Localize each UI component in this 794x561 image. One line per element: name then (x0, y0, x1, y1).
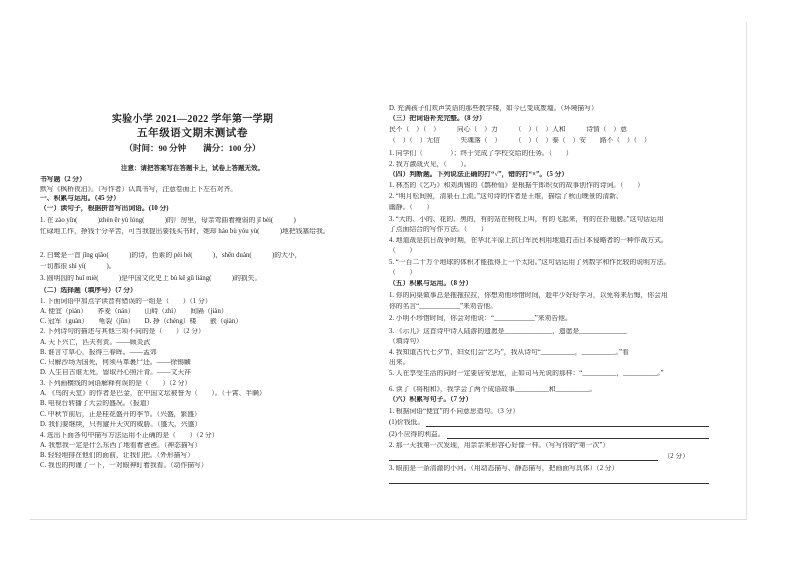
exam-time-score: （时间：90 分钟 满分：100 分） (124, 143, 261, 153)
option-text: D. 人生自古谁无死，留取丹心照汗青。——文天祥 (40, 369, 192, 376)
question-text: （ ） (389, 247, 417, 254)
option-text: A. 《鸟的天堂》的作者是巴金，在中国文坛被誉为（ ）。（干霄、半瞒） (40, 390, 266, 397)
question-text: 你的名言“____________”来劝告他。 (389, 303, 497, 310)
question-text: 2. 下列诗句的描述与其他三项不同的是（ ）（2 分） (40, 328, 205, 335)
question-text: 3. 下列画横线的词语解释有误的是（ ）（2 分） (40, 380, 192, 387)
answer-blank (389, 477, 709, 484)
question-text: 1. 下面词语中加点字读音有错误的一组是（ ）（1 分） (40, 298, 212, 305)
question-text: 3. 眼前是一条清澈的小河。（用动态描写、静态描写，把画面写具体）（2 分） (389, 465, 619, 472)
section-heading: （四）判断题。下列说法正确的打“√”，错的打“×”。（5 分） (389, 171, 569, 178)
option-text: B. 谁言寸草心，报得三春晖。——孟郊 (40, 349, 157, 356)
option-text: B. 轻轻地排在他们的面前，让我们把。（外形描写） (40, 452, 195, 459)
option-text: D. 充满孩子们欢声笑语的那些教学楼，如今已变成废墟。（环境描写） (389, 105, 598, 112)
question-text: 了点面结合的写作方法。（ ） (389, 226, 488, 233)
idiom-row: （ ）（ ）无信 失魂落（ ） （ ）（ ）泰（ ）安 路不（ ）（ ） (389, 137, 651, 144)
option-text: A. 我想我一定是什么东西了地看着爸爸。（神态描写） (40, 442, 202, 449)
answer-line-first-time (389, 453, 689, 461)
answer-blank (389, 454, 658, 461)
answer-label: (1)价钱低。 (389, 419, 425, 426)
question-text: 一切都很 shì yí( )。 (40, 263, 116, 270)
question-text: （填诗句） (389, 338, 423, 345)
section-heading: （二）选择题（填序号）（7 分） (40, 287, 137, 294)
question-text: 5. 人在享受生活的同时一定要居安思危，正如司马光说的那样：“__________，__________。” (389, 370, 664, 377)
part-heading: 一、积累与运用。（45 分） (40, 195, 120, 202)
question-text: 4. 选出下面各句中描写方法运用不正确的是（ ）（2 分） (40, 432, 219, 439)
option-text: B. 电视台转播了大会的盛况。（报道） (40, 400, 154, 407)
answer-line-river (389, 476, 709, 484)
option-text: C. 只解沙场为国死，何须马革裹尸还。——徐锡麟 (40, 359, 191, 366)
question-text: 3. 圆明园的 huǐ miè( )是中国文化史上 bù kě gū liáng( )的损失。 (40, 275, 262, 282)
question-text: （ ） (389, 269, 417, 276)
exam-notice: 注意：请把答案写在答题卡上，试卷上答题无效。 (121, 165, 264, 172)
page-edge-right (746, 22, 747, 519)
question-text: 3. “大的、小的、花的、黑的，有的站在树枝上叫，有的飞起来，有的在扑翅膀。”这句话运用 (389, 216, 664, 223)
answer-line-meaning-2 (389, 431, 709, 439)
answer-line-meaning-1 (389, 419, 709, 427)
question-text: 4. 我知道古代七夕节，妇女们会“乞巧”，我从诗句“__________，__________。”看 (389, 349, 629, 356)
question-text: 1. 同学们（ ）；终于完成了学校交给的任务。（ ） (389, 150, 573, 157)
question-text: 6. 读了《将相和》，我学会了两个成语故事__________和__________。 (389, 386, 597, 393)
question-text: 2. 那一天我第一次发现，用亲亲来形容心好像一样。（写写你的“第一次”） (389, 442, 610, 449)
question-text: 出来。 (389, 359, 410, 366)
question-text: 4. 地道战是抗日战争时期，在华北平原上抗日军民利用地道打击日本侵略者的一种作战方式。 (389, 237, 668, 244)
question-text: 幽静。（ ） (389, 204, 434, 211)
answer-blank (426, 420, 709, 427)
question-text: 2. “明月松间照，清泉石上流。”这句诗的作者是王维，描绘了秋山晚景的清新、 (389, 193, 623, 200)
question-text: 1. 根据词语“便宜”的不同意思造句。（3 分） (389, 408, 520, 415)
idiom-row: 民不（ ）（ ） 同心（ ）力 （ ）（ ）人和 诗情（ ）意 (389, 126, 627, 133)
option-text: C. 我也的拘谨了一下，一对眼神盯着我看。（动作描写） (40, 462, 208, 469)
section-heading: （一）读句子，根据拼音写出词语。(10 分) (40, 205, 169, 212)
answer-blank (447, 432, 709, 439)
answer-label: (2)不应得的利益。 (389, 431, 445, 438)
question-text: 忙碌地工作，挣钱十分辛苦，可当我提出要钱买书时，她却 háo bù yóu yù( )地把钱塞给我。 (40, 228, 330, 235)
option-text: C. 中秋节前后，正是桂花盛开的季节。（兴盛，繁盛） (40, 411, 201, 418)
page-edge-bottom (30, 519, 747, 520)
section-heading-writing: 书写题（2 分） (40, 176, 86, 183)
option-text: D. 我们要继续，只有避开天灾的威胁。（盛大，兴盛） (40, 421, 202, 428)
question-text: 1. 林杰的《乞巧》和刘禹锡的《鹊桥仙》是根据牛郎织女的故事创作的诗词。（ ） (389, 182, 644, 189)
option-text: A. 便宜（pián） 荞麦（nán） 山峙（zhì） 间隔（jiàn） (40, 308, 228, 315)
question-text: 3. 《示儿》这首诗中诗人陆游的遗愿是______________，遗愿是______________ (389, 328, 627, 335)
question-text: 1. 你的同桌做事总是拖拖拉拉，你想劝他珍惜时间，趁年少好好学习，以免将来后悔，你会用 (389, 292, 668, 299)
option-text: C. 冠军（guàn） 龟裂（jūn） D. 挣（chéng）楼 嵌（qiàn） (40, 318, 243, 325)
section-heading: （六）积累写句子。（7 分） (389, 396, 473, 403)
points-label: （2 分） (663, 453, 689, 460)
section-heading: （五）积累与运用。（8 分） (389, 280, 473, 287)
question-text: 2. 白鹭是一首 jīng qiǎo( )的诗，色素的 pèi hé( )，shēn duàn( )的大小， (40, 252, 302, 259)
question-text: 2. 我方激战火见，（ ）。 (389, 161, 471, 168)
exam-title: 五年级语文期末测试卷 (137, 128, 248, 139)
writing-instruction: 默写《枫桥夜泊》。（写作者）认真书写，注意卷面上下左右对齐。 (40, 186, 238, 193)
section-heading: （三）把词语补充完整。（8 分） (389, 115, 486, 122)
question-text: 1. 在 zào yīn( )zhèn ěr yù lóng( )的厂房里，母亲弯曲着瘦弱的 jǐ bèi( ) (40, 217, 296, 224)
exam-school-term: 实验小学 2021—2022 学年第一学期 (111, 114, 274, 125)
question-text: 5. “一百二十万个地球的体积才能抵得上一个太阳。”这句话运用了列数字和作比较的说明方法。 (389, 259, 671, 266)
question-text: 2. 小明不珍惜时间，你会对他说：“____________”来劝告他。 (389, 315, 572, 322)
option-text: A. 天下兴亡，匹夫有责。——顾炎武 (40, 339, 151, 346)
